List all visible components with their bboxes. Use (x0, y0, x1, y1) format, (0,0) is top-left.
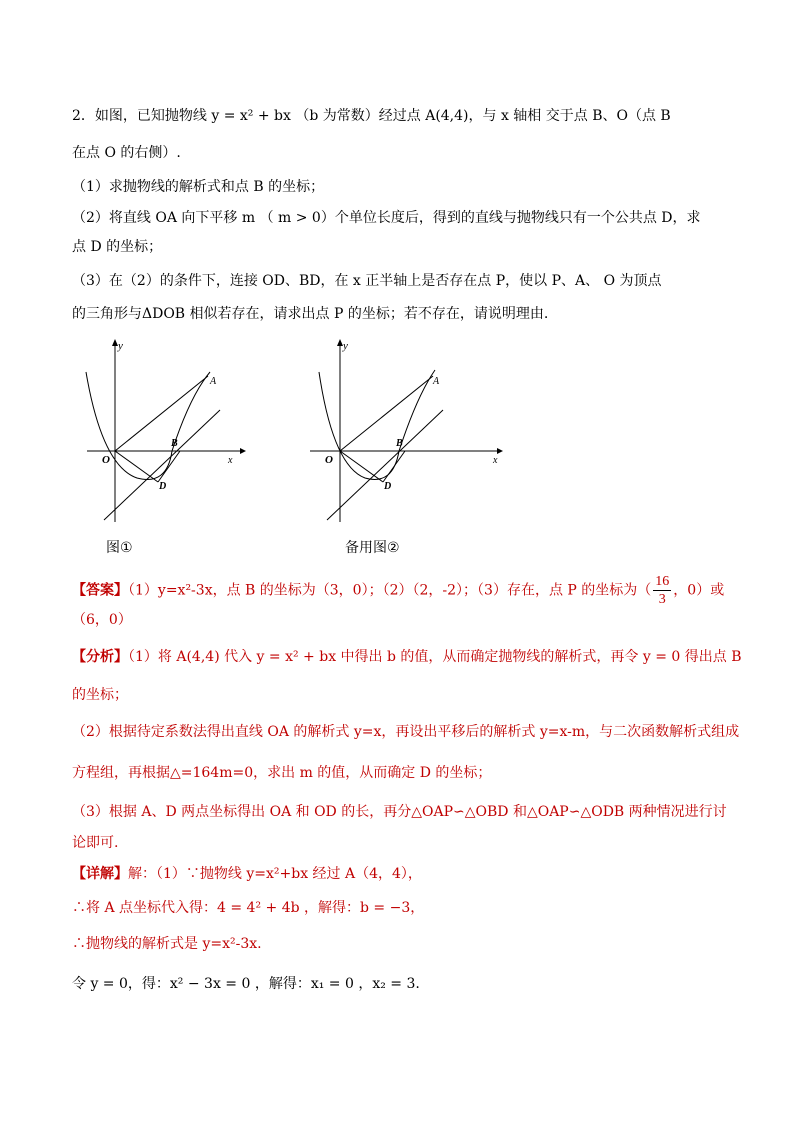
figure-2-caption: 备用图② (345, 540, 400, 556)
point-a-label: A (433, 376, 440, 387)
x-axis-arrow (240, 448, 246, 454)
point-o-label: O (325, 454, 333, 466)
x-axis-arrow (497, 448, 503, 454)
detail-line-1 (72, 864, 422, 884)
figure-1-graph (82, 336, 252, 528)
question-1: （1）求抛物线的解析式和点 B 的坐标； (72, 179, 325, 195)
analysis-line-4: 方程组，再根据△=164m=0，求出 m 的值，从而确定 D 的坐标； (72, 765, 492, 781)
segment-bd (158, 451, 180, 482)
question-2-line-2: 点 D 的坐标； (72, 239, 163, 255)
parabola (319, 370, 435, 479)
answer-line-1 (72, 573, 724, 608)
analysis-tag: 【分析】 (72, 649, 128, 665)
x-axis-label: x (493, 455, 498, 466)
line-oa (115, 376, 208, 451)
question-3-line-1: （3）在（2）的条件下，连接 OD、BD，在 x 正半轴上是否存在点 P，使以 P、A、 O 为顶点 (72, 273, 662, 289)
fraction-numerator: 16 (655, 574, 670, 589)
fraction-denominator: 3 (658, 592, 666, 607)
analysis-line-2: 的坐标； (72, 687, 128, 703)
point-b-label: B (396, 438, 403, 449)
analysis-line-1 (72, 647, 742, 667)
analysis-line-3: （2）根据待定系数法得出直线 OA 的解析式 y=x，再设出平移后的解析式 y=x-m，与二次函数解析式组成 (72, 724, 740, 740)
detail-l1: 解：（1）∵抛物线 y=x²+bx 经过 A（4，4）， (128, 866, 422, 882)
answer-text-2: ，0）或 (673, 582, 725, 599)
question-3-line-2: 的三角形与ΔDOB 相似若存在，请求出点 P 的坐标；若不存在，请说明理由. (72, 306, 549, 322)
answer-fraction (653, 573, 671, 608)
figure-2-graph (305, 336, 505, 528)
analysis-line-5: （3）根据 A、D 两点坐标得出 OA 和 OD 的长，再分△OAP∽△OBD 和△OAP∽△ODB 两种情况进行讨 (72, 804, 727, 820)
y-axis-label: y (118, 340, 123, 352)
detail-line-2: ∴将 A 点坐标代入得：4 = 4² + 4b ，解得：b = −3， (72, 900, 425, 916)
line-oa (340, 376, 433, 451)
figure-1-caption: 图① (106, 540, 133, 556)
answer-line-2: （6，0） (72, 612, 132, 628)
answer-tag: 【答案】 (72, 582, 128, 599)
detail-line-4: 令 y = 0，得：x² − 3x = 0 ，解得：x₁ = 0 ，x₂ = 3. (72, 976, 420, 992)
point-o-label: O (102, 454, 110, 466)
point-a-label: A (210, 376, 217, 387)
point-d-label: D (159, 481, 167, 492)
segment-bd (383, 451, 405, 482)
shifted-line (104, 410, 220, 520)
shifted-line (327, 410, 443, 520)
analysis-line-6: 论即可. (72, 835, 119, 851)
y-axis-label: y (343, 340, 348, 352)
analysis-p1a: （1）将 A(4,4) 代入 y = x² + bx 中得出 b 的值，从而确定抛物线的解析式，再令 y = 0 得出点 B (128, 649, 742, 665)
answer-text-1: （1）y=x²-3x，点 B 的坐标为（3，0）；（2）（2，-2）；（3）存在，点 P 的坐标为（ (128, 582, 652, 599)
detail-line-3: ∴抛物线的解析式是 y=x²-3x. (72, 936, 262, 952)
problem-line-2: 在点 O 的右侧）. (72, 145, 181, 161)
point-d-label: D (384, 481, 392, 492)
x-axis-label: x (228, 455, 233, 466)
problem-line-1: 2．如图，已知抛物线 y = x² + bx （b 为常数）经过点 A(4,4)，与 x 轴相 交于点 B、O（点 B (72, 108, 671, 124)
segment-od (340, 451, 383, 482)
point-b-label: B (171, 438, 178, 449)
detail-tag: 【详解】 (72, 866, 128, 882)
question-2-line-1: （2）将直线 OA 向下平移 m （ m > 0）个单位长度后，得到的直线与抛物线只有一个公共点 D，求 (72, 210, 701, 226)
